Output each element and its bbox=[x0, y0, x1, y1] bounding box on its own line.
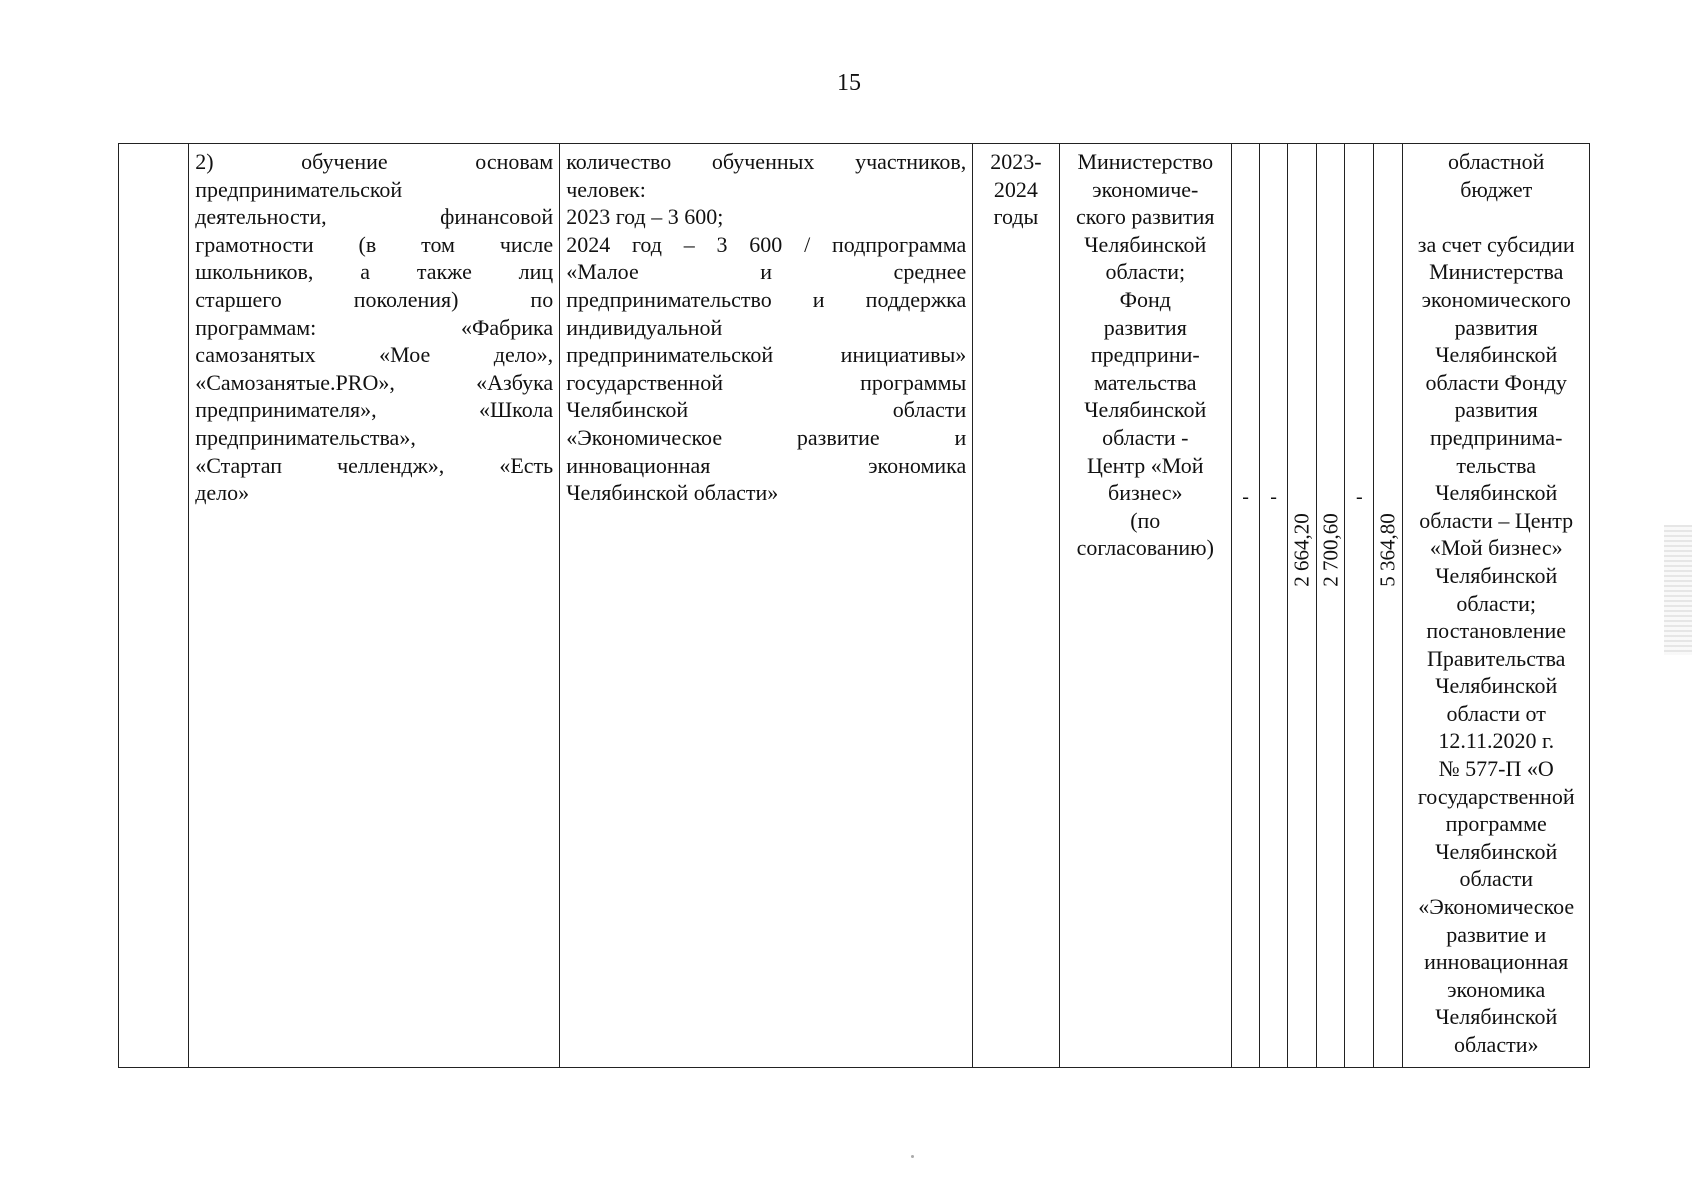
source-head-line: областной bbox=[1448, 149, 1545, 174]
event-line: 2) обучение основам bbox=[195, 149, 554, 174]
source-head-line: бюджет bbox=[1460, 176, 1533, 202]
source-line: за счет субсидии bbox=[1417, 231, 1575, 257]
source-line: экономика bbox=[1447, 976, 1546, 1002]
financing-cell-1 bbox=[1232, 144, 1260, 1068]
source-line: Челябинской bbox=[1435, 480, 1558, 506]
period-cell bbox=[973, 144, 1059, 1068]
executor-line: предприни- bbox=[1090, 342, 1200, 368]
source-line: Челябинской bbox=[1435, 342, 1558, 368]
financing-value: 5 364,80 bbox=[1375, 513, 1400, 587]
financing-cell-4 bbox=[1317, 144, 1345, 1068]
executor-line: развития bbox=[1103, 314, 1187, 340]
source-line: Челябинской bbox=[1435, 1004, 1558, 1030]
measures-table bbox=[118, 143, 1590, 1068]
financing-value: - bbox=[1270, 486, 1277, 508]
indicator-line: 2023 год – 3 600; bbox=[566, 204, 724, 230]
source-cell bbox=[1403, 144, 1590, 1068]
source-line: инновационная bbox=[1424, 949, 1569, 975]
executor-line: Челябинской bbox=[1084, 397, 1207, 423]
event-line: предпринимательства», bbox=[195, 424, 416, 450]
indicator-line: предпринимательской инициативы» bbox=[566, 342, 967, 368]
indicator-line: «Малое и среднее bbox=[566, 259, 967, 285]
executor-line: области - bbox=[1102, 424, 1189, 450]
event-line: предпринимателя», «Школа bbox=[195, 397, 554, 423]
financing-cell-3 bbox=[1288, 144, 1317, 1068]
event-line: «Самозанятые.PRO», «Азбука bbox=[195, 369, 554, 395]
period-line: годы bbox=[993, 204, 1039, 230]
source-line: области» bbox=[1453, 1032, 1539, 1057]
event-line: «Стартап челлендж», «Есть bbox=[195, 452, 554, 478]
indicator-line: индивидуальной bbox=[566, 314, 723, 340]
event-line: предпринимательской bbox=[195, 176, 403, 202]
event-line: дело» bbox=[195, 480, 250, 506]
source-line: Челябинской bbox=[1435, 838, 1558, 864]
source-line: Министерства bbox=[1429, 259, 1564, 285]
table-row bbox=[119, 144, 1590, 1068]
executor-line: Министерство bbox=[1077, 149, 1214, 174]
executor-line: мательства bbox=[1093, 369, 1197, 395]
row-number-cell bbox=[119, 144, 189, 1068]
indicator-line: государственной программы bbox=[566, 369, 967, 395]
event-cell bbox=[189, 144, 560, 1068]
event-line: программам: «Фабрика bbox=[195, 314, 554, 340]
source-line: тельства bbox=[1456, 452, 1537, 478]
scan-artifact bbox=[1664, 525, 1692, 655]
source-line: государственной bbox=[1417, 783, 1575, 809]
source-line: № 577-П «О bbox=[1438, 756, 1554, 782]
financing-value: - bbox=[1355, 486, 1363, 508]
event-line: самозанятых «Мое дело», bbox=[195, 342, 554, 368]
executor-line: ского развития bbox=[1076, 204, 1215, 230]
indicator-line: Челябинской области bbox=[566, 397, 967, 423]
source-line: 12.11.2020 г. bbox=[1438, 728, 1555, 754]
scan-dot bbox=[911, 1155, 914, 1158]
source-line: области – Центр bbox=[1419, 507, 1574, 533]
source-line: предпринима- bbox=[1430, 424, 1563, 450]
period-line: 2023- bbox=[990, 149, 1042, 174]
source-line: программе bbox=[1445, 811, 1547, 837]
source-line: экономического bbox=[1421, 286, 1571, 312]
indicator-line: 2024 год – 3 600 / подпрограмма bbox=[566, 231, 967, 257]
event-line: школьников, а также лиц bbox=[195, 259, 554, 285]
executor-line: бизнес» bbox=[1108, 480, 1183, 506]
indicator-line: инновационная экономика bbox=[566, 452, 967, 478]
indicator-line: Челябинской области» bbox=[566, 480, 779, 506]
indicator-line: человек: bbox=[566, 176, 646, 202]
source-line: области Фонду bbox=[1425, 369, 1567, 395]
executor-line: (по bbox=[1130, 507, 1161, 533]
source-line: постановление bbox=[1426, 618, 1567, 644]
source-line: Челябинской bbox=[1435, 562, 1558, 588]
source-line: «Экономическое bbox=[1418, 894, 1575, 920]
financing-cell-total bbox=[1374, 144, 1403, 1068]
financing-cell-2 bbox=[1260, 144, 1288, 1068]
source-line: развитие и bbox=[1446, 921, 1547, 947]
executor-line: Челябинской bbox=[1084, 231, 1207, 257]
source-line: «Мой бизнес» bbox=[1429, 535, 1563, 561]
financing-value: - bbox=[1242, 486, 1249, 508]
executor-cell bbox=[1059, 144, 1231, 1068]
financing-value: 2 700,60 bbox=[1318, 513, 1343, 587]
financing-value: 2 664,20 bbox=[1289, 513, 1314, 587]
event-line: деятельности, финансовой bbox=[195, 204, 554, 230]
indicator-cell bbox=[560, 144, 973, 1068]
source-line: Челябинской bbox=[1435, 673, 1558, 699]
source-gap bbox=[1405, 203, 1587, 231]
source-line: области bbox=[1459, 866, 1533, 892]
page-number: 15 bbox=[837, 70, 861, 96]
indicator-line: количество обученных участников, bbox=[566, 149, 967, 174]
event-line: грамотности (в том числе bbox=[195, 231, 554, 257]
executor-line: экономиче- bbox=[1092, 176, 1199, 202]
event-line: старшего поколения) по bbox=[195, 286, 554, 312]
source-line: области; bbox=[1456, 590, 1537, 616]
source-line: развития bbox=[1454, 397, 1538, 423]
executor-line: области; bbox=[1105, 259, 1186, 285]
indicator-line: предпринимательство и поддержка bbox=[566, 286, 967, 312]
executor-line: Центр «Мой bbox=[1086, 452, 1204, 478]
period-line: 2024 bbox=[993, 176, 1038, 202]
source-line: развития bbox=[1454, 314, 1538, 340]
executor-line: согласованию) bbox=[1076, 535, 1214, 561]
financing-cell-5 bbox=[1345, 144, 1374, 1068]
indicator-line: «Экономическое развитие и bbox=[566, 424, 967, 450]
executor-line: Фонд bbox=[1119, 286, 1171, 312]
source-line: Правительства bbox=[1426, 645, 1566, 671]
source-line: области от bbox=[1446, 700, 1546, 726]
